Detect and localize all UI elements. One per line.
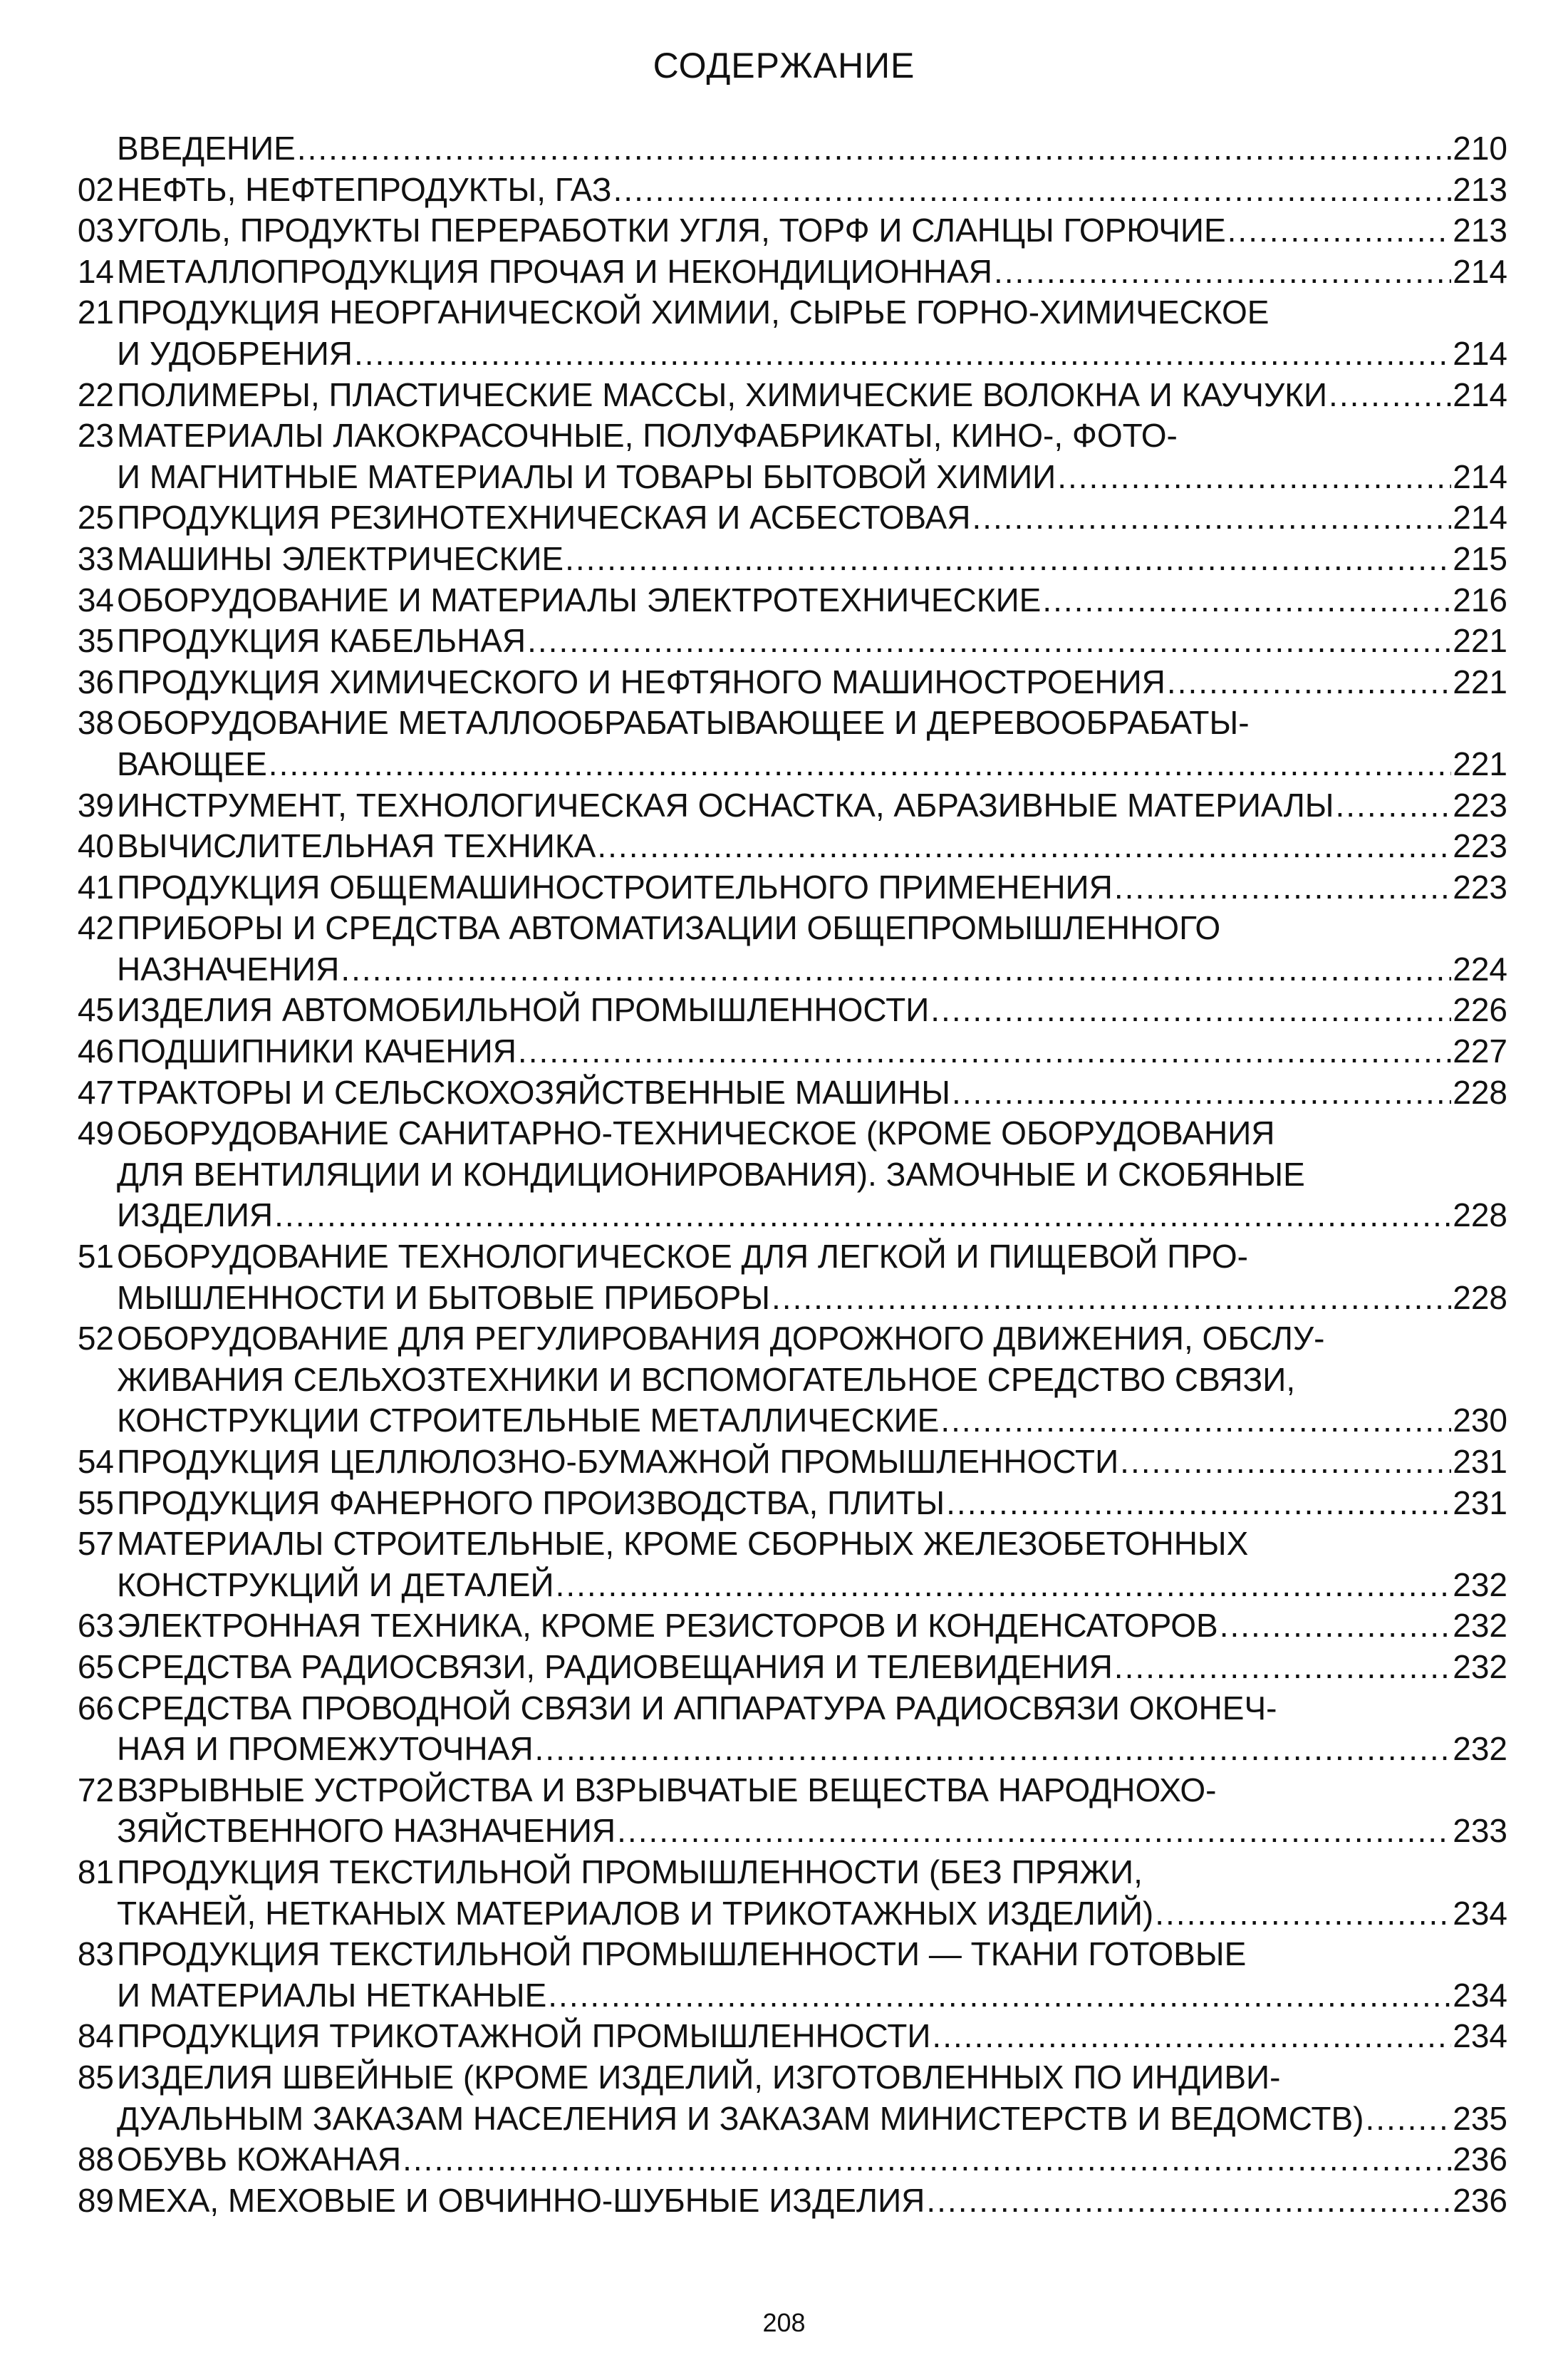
dot-leader (994, 252, 1451, 293)
dot-leader (274, 1195, 1451, 1236)
section-code: 45 (77, 991, 114, 1029)
entry-last-line (117, 662, 1507, 703)
section-code: 51 (77, 1238, 114, 1275)
entry-last-line (117, 1893, 1507, 1935)
entry-page-number: 213 (1453, 170, 1507, 208)
dot-leader (1329, 375, 1451, 416)
dot-leader (556, 1565, 1452, 1606)
section-code: 47 (77, 1073, 114, 1111)
toc-entry (68, 826, 1507, 867)
dot-leader (1155, 1893, 1451, 1935)
entry-title-line: ВАЮЩЕЕ (117, 745, 267, 782)
entry-title-line: МЫШЛЕННОСТИ И БЫТОВЫЕ ПРИБОРЫ (117, 1278, 771, 1316)
entry-body (117, 1031, 1507, 1072)
section-code: 84 (77, 2017, 114, 2055)
entry-title-line: ПОДШИПНИКИ КАЧЕНИЯ (117, 1032, 516, 1070)
entry-page-number: 231 (1453, 1484, 1507, 1521)
dot-leader (297, 128, 1451, 170)
entry-body (117, 1523, 1507, 1605)
toc-entry (68, 128, 1507, 170)
section-code: 55 (77, 1484, 114, 1521)
page-title: СОДЕРЖАНИЕ (653, 46, 915, 86)
entry-page-number: 214 (1453, 334, 1507, 372)
entry-title-line: ТРАКТОРЫ И СЕЛЬСКОХОЗЯЙСТВЕННЫЕ МАШИНЫ (117, 1073, 950, 1111)
entry-title-line: ИНСТРУМЕНТ, ТЕХНОЛОГИЧЕСКАЯ ОСНАСТКА, АБРАЗИВНЫЕ МАТЕРИАЛЫ (117, 786, 1334, 824)
dot-leader (341, 949, 1451, 990)
entry-title-line: СРЕДСТВА ПРОВОДНОЙ СВЯЗИ И АППАРАТУРА РАДИОСВЯЗИ ОКОНЕЧ- (117, 1689, 1277, 1727)
entry-title-line: И МАТЕРИАЛЫ НЕТКАНЫЕ (117, 1976, 547, 2014)
dot-leader (403, 2139, 1451, 2180)
entry-body (117, 703, 1507, 785)
entry-title-line: ОБОРУДОВАНИЕ МЕТАЛЛООБРАБАТЫВАЮЩЕЕ И ДЕРЕВООБРАБАТЫ- (117, 704, 1250, 742)
toc-entry (68, 785, 1507, 827)
entry-page-number: 227 (1453, 1032, 1507, 1070)
entry-title-line: МАТЕРИАЛЫ СТРОИТЕЛЬНЫЕ, КРОМЕ СБОРНЫХ ЖЕЛЕЗОБЕТОННЫХ (117, 1525, 1249, 1563)
entry-title-line: МАТЕРИАЛЫ ЛАКОКРАСОЧНЫЕ, ПОЛУФАБРИКАТЫ, КИНО-, ФОТО- (117, 417, 1178, 455)
entry-title-line: ТКАНЕЙ, НЕТКАНЫХ МАТЕРИАЛОВ И ТРИКОТАЖНЫХ ИЗДЕЛИЙ) (117, 1894, 1154, 1932)
entry-page-number: 236 (1453, 2181, 1507, 2219)
entry-body (117, 1605, 1507, 1647)
entry-last-line (117, 1647, 1507, 1688)
toc-entry (68, 252, 1507, 293)
entry-last-line (117, 867, 1507, 909)
entry-title-line: КОНСТРУКЦИИ СТРОИТЕЛЬНЫЕ МЕТАЛЛИЧЕСКИЕ (117, 1402, 940, 1439)
entry-title-line: И УДОБРЕНИЯ (117, 334, 353, 372)
entry-last-line (117, 1565, 1507, 1606)
section-code: 49 (77, 1114, 114, 1152)
entry-last-line (117, 621, 1507, 662)
toc-entry (68, 1523, 1507, 1605)
entry-last-line (117, 1811, 1507, 1852)
entry-body (117, 1770, 1507, 1852)
entry-title-line: ОБОРУДОВАНИЕ ДЛЯ РЕГУЛИРОВАНИЯ ДОРОЖНОГО ДВИЖЕНИЯ, ОБСЛУ- (117, 1320, 1325, 1357)
section-code: 85 (77, 2058, 114, 2096)
entry-title-line: ЖИВАНИЯ СЕЛЬХОЗТЕХНИКИ И ВСПОМОГАТЕЛЬНОЕ СРЕДСТВО СВЯЗИ, (117, 1360, 1296, 1398)
dot-leader (1167, 662, 1451, 703)
section-code: 63 (77, 1607, 114, 1645)
entry-title-line: НАЯ И ПРОМЕЖУТОЧНАЯ (117, 1730, 534, 1768)
section-code: 88 (77, 2141, 114, 2178)
entry-page-number: 214 (1453, 252, 1507, 290)
entry-body (117, 662, 1507, 703)
entry-last-line (117, 210, 1507, 252)
dot-leader (930, 990, 1451, 1031)
entry-body (117, 1647, 1507, 1688)
entry-page-number: 215 (1453, 539, 1507, 577)
entry-title-line: ВЫЧИСЛИТЕЛЬНАЯ ТЕХНИКА (117, 827, 596, 865)
entry-page-number: 234 (1453, 1976, 1507, 2014)
toc-entry (68, 210, 1507, 252)
dot-leader (597, 826, 1451, 867)
entry-page-number: 232 (1453, 1565, 1507, 1603)
entry-title-line: ЗЯЙСТВЕННОГО НАЗНАЧЕНИЯ (117, 1812, 616, 1850)
entry-last-line (117, 1442, 1507, 1483)
entry-page-number: 221 (1453, 663, 1507, 700)
toc-entry (68, 1934, 1507, 2016)
toc-entry (68, 867, 1507, 909)
section-code: 83 (77, 1935, 114, 1973)
section-code: 14 (77, 252, 114, 290)
toc-entry (68, 1605, 1507, 1647)
entry-title-line: ВВЕДЕНИЕ (117, 130, 296, 167)
entry-title-line: НЕФТЬ, НЕФТЕПРОДУКТЫ, ГАЗ (117, 170, 612, 208)
entry-page-number: 223 (1453, 786, 1507, 824)
section-code: 38 (77, 704, 114, 742)
toc-entry (68, 170, 1507, 211)
toc-entry (68, 1318, 1507, 1442)
dot-leader (932, 2016, 1451, 2057)
entry-page-number: 235 (1453, 2099, 1507, 2137)
entry-body (117, 990, 1507, 1031)
entry-last-line (117, 128, 1507, 170)
section-code: 89 (77, 2181, 114, 2219)
dot-leader (535, 1729, 1452, 1770)
entry-title-line: ДУАЛЬНЫМ ЗАКАЗАМ НАСЕЛЕНИЯ И ЗАКАЗАМ МИНИСТЕРСТВ И ВЕДОМСТВ) (117, 2099, 1364, 2137)
dot-leader (613, 170, 1452, 211)
entry-body (117, 785, 1507, 827)
section-code: 35 (77, 622, 114, 660)
section-code: 72 (77, 1771, 114, 1808)
entry-title-line: ЭЛЕКТРОННАЯ ТЕХНИКА, КРОМЕ РЕЗИСТОРОВ И КОНДЕНСАТОРОВ (117, 1607, 1218, 1645)
entry-page-number: 221 (1453, 745, 1507, 782)
dot-leader (565, 539, 1451, 580)
entry-title-line: УГОЛЬ, ПРОДУКТЫ ПЕРЕРАБОТКИ УГЛЯ, ТОРФ И СЛАНЦЫ ГОРЮЧИЕ (117, 212, 1226, 249)
entry-page-number: 226 (1453, 991, 1507, 1029)
section-code: 65 (77, 1647, 114, 1685)
entry-page-number: 214 (1453, 457, 1507, 495)
toc-entry (68, 580, 1507, 621)
entry-body (117, 1442, 1507, 1483)
entry-page-number: 233 (1453, 1812, 1507, 1850)
entry-title-line: ИЗДЕЛИЯ ШВЕЙНЫЕ (КРОМЕ ИЗДЕЛИЙ, ИЗГОТОВЛЕННЫХ ПО ИНДИВИ- (117, 2058, 1281, 2096)
entry-body (117, 2180, 1507, 2222)
dot-leader (1220, 1605, 1452, 1647)
entry-title-line: ОБОРУДОВАНИЕ САНИТАРНО-ТЕХНИЧЕСКОЕ (КРОМЕ ОБОРУДОВАНИЯ (117, 1114, 1275, 1152)
section-code: 34 (77, 581, 114, 619)
section-code: 66 (77, 1689, 114, 1727)
entry-title-line: ПРОДУКЦИЯ ТЕКСТИЛЬНОЙ ПРОМЫШЛЕННОСТИ — ТКАНИ ГОТОВЫЕ (117, 1935, 1247, 1973)
table-of-contents (68, 128, 1507, 2221)
entry-page-number: 232 (1453, 1647, 1507, 1685)
entry-last-line (117, 2139, 1507, 2180)
entry-last-line (117, 1729, 1507, 1770)
section-code: 57 (77, 1525, 114, 1563)
entry-last-line (117, 2098, 1507, 2140)
entry-title-line: ПРОДУКЦИЯ ФАНЕРНОГО ПРОИЗВОДСТВА, ПЛИТЫ (117, 1484, 945, 1521)
dot-leader (946, 1483, 1451, 1524)
toc-entry (68, 621, 1507, 662)
entry-last-line (117, 580, 1507, 621)
entry-page-number: 210 (1453, 130, 1507, 167)
entry-page-number: 234 (1453, 1894, 1507, 1932)
entry-title-line: ПРОДУКЦИЯ НЕОРГАНИЧЕСКОЙ ХИМИИ, СЫРЬЕ ГОРНО-ХИМИЧЕСКОЕ (117, 294, 1270, 331)
entry-title-line: ОБОРУДОВАНИЕ И МАТЕРИАЛЫ ЭЛЕКТРОТЕХНИЧЕСКИЕ (117, 581, 1042, 619)
toc-entry (68, 292, 1507, 374)
entry-page-number: 231 (1453, 1443, 1507, 1480)
entry-title-line: ИЗДЕЛИЯ АВТОМОБИЛЬНОЙ ПРОМЫШЛЕННОСТИ (117, 991, 930, 1029)
entry-body (117, 539, 1507, 580)
entry-body (117, 252, 1507, 293)
entry-page-number: 224 (1453, 950, 1507, 988)
toc-entry (68, 2057, 1507, 2139)
entry-last-line (117, 2180, 1507, 2222)
dot-leader (1114, 867, 1451, 909)
entry-title-line: ПРИБОРЫ И СРЕДСТВА АВТОМАТИЗАЦИИ ОБЩЕПРОМЫШЛЕННОГО (117, 909, 1221, 947)
section-code: 46 (77, 1032, 114, 1070)
entry-body (117, 2016, 1507, 2057)
dot-leader (926, 2180, 1451, 2222)
section-code: 23 (77, 417, 114, 455)
entry-title-line: ПРОДУКЦИЯ КАБЕЛЬНАЯ (117, 622, 526, 660)
entry-body (117, 621, 1507, 662)
entry-page-number: 234 (1453, 2017, 1507, 2055)
entry-title-line: КОНСТРУКЦИЙ И ДЕТАЛЕЙ (117, 1565, 554, 1603)
dot-leader (1336, 785, 1452, 827)
entry-last-line (117, 1975, 1507, 2017)
entry-page-number: 214 (1453, 376, 1507, 413)
entry-title-line: ИЗДЕЛИЯ (117, 1196, 274, 1234)
toc-entry (68, 539, 1507, 580)
entry-body (117, 1483, 1507, 1524)
section-code: 03 (77, 212, 114, 249)
entry-body (117, 415, 1507, 497)
entry-page-number: 216 (1453, 581, 1507, 619)
entry-last-line (117, 1483, 1507, 1524)
entry-title-line: НАЗНАЧЕНИЯ (117, 950, 340, 988)
entry-body (117, 210, 1507, 252)
toc-entry (68, 1113, 1507, 1236)
entry-last-line (117, 1031, 1507, 1072)
entry-title-line: МАШИНЫ ЭЛЕКТРИЧЕСКИЕ (117, 539, 564, 577)
entry-title-line: ВЗРЫВНЫЕ УСТРОЙСТВА И ВЗРЫВЧАТЫЕ ВЕЩЕСТВА НАРОДНОХО- (117, 1771, 1217, 1808)
entry-title-line: ПРОДУКЦИЯ ТЕКСТИЛЬНОЙ ПРОМЫШЛЕННОСТИ (БЕЗ ПРЯЖИ, (117, 1853, 1143, 1890)
entry-page-number: 232 (1453, 1730, 1507, 1768)
entry-title-line: МЕХА, МЕХОВЫЕ И ОВЧИННО-ШУБНЫЕ ИЗДЕЛИЯ (117, 2181, 925, 2219)
section-code: 33 (77, 539, 114, 577)
entry-last-line (117, 457, 1507, 498)
toc-entry (68, 1770, 1507, 1852)
entry-title-line: ПРОДУКЦИЯ ОБЩЕМАШИНОСТРОИТЕЛЬНОГО ПРИМЕНЕНИЯ (117, 868, 1113, 906)
toc-entry (68, 1442, 1507, 1483)
entry-title-line: ОБОРУДОВАНИЕ ТЕХНОЛОГИЧЕСКОЕ ДЛЯ ЛЕГКОЙ И ПИЩЕВОЙ ПРО- (117, 1238, 1248, 1275)
toc-entry (68, 1072, 1507, 1114)
toc-entry (68, 1031, 1507, 1072)
entry-last-line (117, 990, 1507, 1031)
entry-body (117, 170, 1507, 211)
toc-entry (68, 497, 1507, 539)
entry-last-line (117, 785, 1507, 827)
entry-body (117, 128, 1507, 170)
toc-entry (68, 1688, 1507, 1770)
dot-leader (548, 1975, 1451, 2017)
entry-body (117, 2057, 1507, 2139)
dot-leader (269, 744, 1451, 785)
section-code: 21 (77, 294, 114, 331)
section-code: 41 (77, 868, 114, 906)
entry-body (117, 1852, 1507, 1934)
section-code: 40 (77, 827, 114, 865)
entry-page-number: 221 (1453, 622, 1507, 660)
section-code (68, 128, 117, 170)
entry-body (117, 1318, 1507, 1442)
toc-entry (68, 1852, 1507, 1934)
toc-entry (68, 2016, 1507, 2057)
entry-body (117, 580, 1507, 621)
toc-entry (68, 2180, 1507, 2222)
entry-last-line (117, 1072, 1507, 1114)
section-code: 81 (77, 1853, 114, 1890)
section-code: 52 (77, 1320, 114, 1357)
dot-leader (1057, 457, 1451, 498)
entry-last-line (117, 1605, 1507, 1647)
section-code: 39 (77, 786, 114, 824)
toc-entry (68, 375, 1507, 416)
entry-last-line (117, 333, 1507, 375)
dot-leader (772, 1278, 1451, 1319)
entry-title-line: МЕТАЛЛОПРОДУКЦИЯ ПРОЧАЯ И НЕКОНДИЦИОННАЯ (117, 252, 992, 290)
dot-leader (1227, 210, 1452, 252)
entry-body (117, 908, 1507, 990)
toc-entry (68, 415, 1507, 497)
section-code: 02 (77, 170, 114, 208)
entry-last-line (117, 375, 1507, 416)
toc-entry (68, 2139, 1507, 2180)
section-code: 36 (77, 663, 114, 700)
entry-last-line (117, 949, 1507, 990)
dot-leader (972, 497, 1451, 539)
entry-last-line (117, 539, 1507, 580)
section-code: 54 (77, 1443, 114, 1480)
entry-body (117, 1688, 1507, 1770)
entry-title-line: ПРОДУКЦИЯ ХИМИЧЕСКОГО И НЕФТЯНОГО МАШИНОСТРОЕНИЯ (117, 663, 1165, 700)
entry-body (117, 867, 1507, 909)
entry-body (117, 2139, 1507, 2180)
entry-page-number: 223 (1453, 827, 1507, 865)
toc-entry (68, 703, 1507, 785)
entry-page-number: 214 (1453, 499, 1507, 537)
entry-page-number: 236 (1453, 2141, 1507, 2178)
entry-title-line: И МАГНИТНЫЕ МАТЕРИАЛЫ И ТОВАРЫ БЫТОВОЙ ХИМИИ (117, 457, 1056, 495)
toc-entry (68, 1647, 1507, 1688)
dot-leader (354, 333, 1451, 375)
toc-entry (68, 990, 1507, 1031)
entry-last-line (117, 252, 1507, 293)
entry-title-line: СРЕДСТВА РАДИОСВЯЗИ, РАДИОВЕЩАНИЯ И ТЕЛЕВИДЕНИЯ (117, 1647, 1113, 1685)
entry-last-line (117, 826, 1507, 867)
entry-title-line: ПРОДУКЦИЯ ТРИКОТАЖНОЙ ПРОМЫШЛЕННОСТИ (117, 2017, 931, 2055)
entry-title-line: ПРОДУКЦИЯ РЕЗИНОТЕХНИЧЕСКАЯ И АСБЕСТОВАЯ (117, 499, 971, 537)
entry-body (117, 1236, 1507, 1318)
entry-title-line: ДЛЯ ВЕНТИЛЯЦИИ И КОНДИЦИОНИРОВАНИЯ). ЗАМОЧНЫЕ И СКОБЯНЫЕ (117, 1155, 1305, 1193)
entry-last-line (117, 497, 1507, 539)
entry-page-number: 232 (1453, 1607, 1507, 1645)
section-code: 22 (77, 376, 114, 413)
toc-entry (68, 1483, 1507, 1524)
entry-page-number: 228 (1453, 1073, 1507, 1111)
entry-body (117, 375, 1507, 416)
entry-page-number: 228 (1453, 1278, 1507, 1316)
entry-title-line: ОБУВЬ КОЖАНАЯ (117, 2141, 402, 2178)
dot-leader (617, 1811, 1451, 1852)
dot-leader (940, 1400, 1451, 1442)
dot-leader (952, 1072, 1451, 1114)
entry-body (117, 292, 1507, 374)
dot-leader (1366, 2098, 1452, 2140)
entry-last-line (117, 1195, 1507, 1236)
entry-title-line: ПРОДУКЦИЯ ЦЕЛЛЮЛОЗНО-БУМАЖНОЙ ПРОМЫШЛЕННОСТИ (117, 1443, 1119, 1480)
entry-page-number: 223 (1453, 868, 1507, 906)
entry-page-number: 228 (1453, 1196, 1507, 1234)
entry-body (117, 1934, 1507, 2016)
entry-last-line (117, 2016, 1507, 2057)
entry-body (117, 826, 1507, 867)
entry-last-line (117, 170, 1507, 211)
entry-last-line (117, 1278, 1507, 1319)
entry-page-number: 230 (1453, 1402, 1507, 1439)
entry-body (117, 497, 1507, 539)
entry-body (117, 1113, 1507, 1236)
entry-page-number: 213 (1453, 212, 1507, 249)
dot-leader (527, 621, 1451, 662)
section-code: 42 (77, 909, 114, 947)
entry-last-line (117, 1400, 1507, 1442)
entry-last-line (117, 744, 1507, 785)
toc-entry (68, 908, 1507, 990)
entry-title-line: ПОЛИМЕРЫ, ПЛАСТИЧЕСКИЕ МАССЫ, ХИМИЧЕСКИЕ ВОЛОКНА И КАУЧУКИ (117, 376, 1328, 413)
entry-body (117, 1072, 1507, 1114)
dot-leader (518, 1031, 1451, 1072)
dot-leader (1120, 1442, 1451, 1483)
dot-leader (1042, 580, 1451, 621)
toc-entry (68, 662, 1507, 703)
dot-leader (1114, 1647, 1451, 1688)
page-number: 208 (762, 2308, 806, 2337)
section-code: 25 (77, 499, 114, 537)
toc-entry (68, 1236, 1507, 1318)
